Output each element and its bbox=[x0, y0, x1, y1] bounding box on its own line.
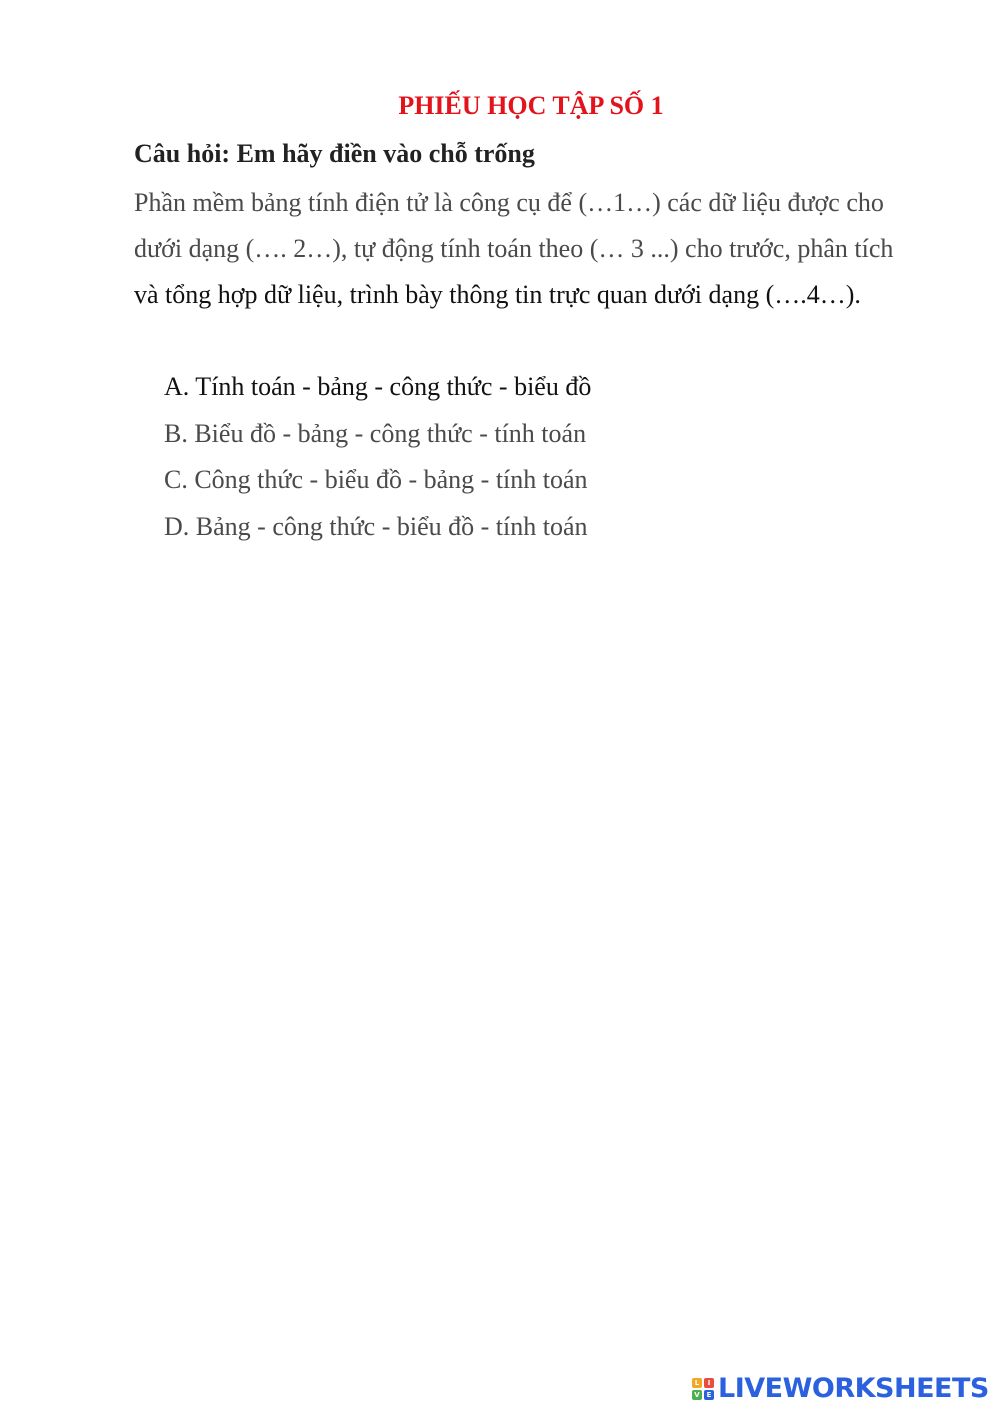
option-b: B. Biểu đồ - bảng - công thức - tính toán bbox=[164, 418, 587, 448]
question-heading: Câu hỏi: Em hãy điền vào chỗ trống bbox=[134, 139, 535, 168]
logo-tile-i: I bbox=[704, 1378, 714, 1388]
passage-line: và tổng hợp dữ liệu, trình bày thông tin trực quan dưới dạng (….4…). bbox=[134, 280, 861, 309]
option-a: A. Tính toán - bảng - công thức - biểu đồ bbox=[164, 372, 592, 401]
option-c: C. Công thức - biểu đồ - bảng - tính toán bbox=[164, 465, 588, 494]
passage-line: dưới dạng (…. 2…), tự động tính toán theo (… 3 ...) cho trước, phân tích bbox=[134, 234, 894, 263]
liveworksheets-logo-icon bbox=[692, 1378, 714, 1400]
passage-line: Phần mềm bảng tính điện tử là công cụ để (…1…) các dữ liệu được cho bbox=[134, 188, 884, 217]
option-d: D. Bảng - công thức - biểu đồ - tính toán bbox=[164, 511, 588, 541]
brand-wordmark: LIVEWORKSHEETS bbox=[718, 1373, 989, 1404]
answer-options bbox=[164, 364, 591, 550]
liveworksheets-brand bbox=[692, 1373, 989, 1405]
page-title: PHIẾU HỌC TẬP SỐ 1 bbox=[398, 91, 664, 120]
logo-tile-l: L bbox=[692, 1378, 702, 1388]
logo-tile-v: V bbox=[692, 1390, 702, 1400]
logo-tile-e: E bbox=[704, 1390, 714, 1400]
passage bbox=[134, 180, 934, 318]
